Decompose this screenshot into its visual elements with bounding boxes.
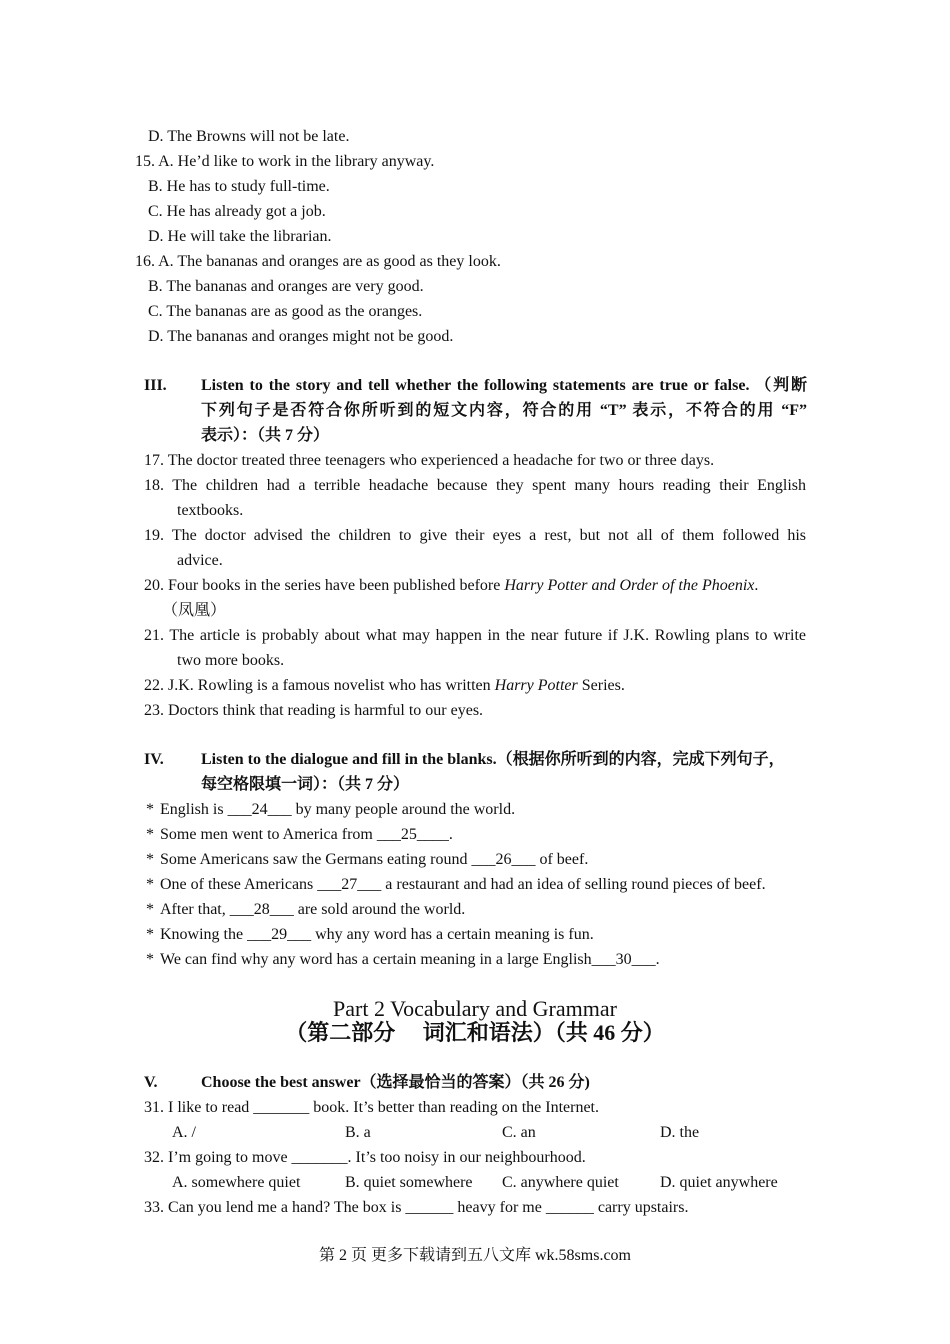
q15-option-b: B. He has to study full-time.: [148, 178, 330, 195]
q31-option-b: B. a: [345, 1124, 371, 1141]
statement-23: 23. Doctors think that reading is harmful to our eyes.: [144, 702, 484, 719]
page-footer: 第 2 页 更多下载请到五八文库 wk.58sms.com: [318, 1247, 631, 1264]
bullet-star-icon: *: [146, 901, 154, 918]
section-3-instruction-line1: Listen to the story and tell whether the following statements are true or false. （判断: [201, 377, 807, 394]
statement-20-text: 20. Four books in the series have been published before: [144, 577, 505, 594]
section-5-number: V.: [144, 1074, 158, 1091]
statement-19-line2: advice.: [177, 552, 223, 569]
statement-18-line1: 18. The children had a terrible headache because they spent many hours reading their English: [144, 477, 806, 494]
statement-22: [144, 676, 625, 696]
statement-22-end: Series.: [577, 677, 625, 694]
blank-item-24: [146, 800, 515, 820]
section-3-number: III.: [144, 377, 167, 394]
bullet-star-icon: *: [146, 876, 154, 893]
q14-option-d: D. The Browns will not be late.: [148, 128, 350, 145]
q15-option-d: D. He will take the librarian.: [148, 228, 332, 245]
q32-option-b: B. quiet somewhere: [345, 1174, 473, 1191]
section-3-instruction-line2: 下列句子是否符合你所听到的短文内容，符合的用 “T” 表示，不符合的用 “F”: [201, 402, 807, 419]
statement-22-book-title: Harry Potter: [494, 677, 578, 694]
blank-item-text: Knowing the ___29___ why any word has a certain meaning is fun.: [160, 926, 594, 943]
q32-option-a: A. somewhere quiet: [172, 1174, 301, 1191]
statement-21-line2: two more books.: [177, 652, 285, 669]
blank-item-text: One of these Americans ___27___ a restaurant and had an idea of selling round pieces of beef.: [160, 876, 766, 893]
blank-item-text: Some men went to America from ___25____.: [160, 826, 453, 843]
blank-item-28: [146, 900, 465, 920]
statement-19-line1: 19. The doctor advised the children to give their eyes a rest, but not all of them followed his: [144, 527, 806, 544]
bullet-star-icon: *: [146, 951, 154, 968]
blank-item-text: After that, ___28___ are sold around the world.: [160, 901, 466, 918]
blank-item-26: [146, 850, 588, 870]
blank-item-text: English is ___24___ by many people around the world.: [160, 801, 516, 818]
statement-22-text: 22. J.K. Rowling is a famous novelist who has written: [144, 677, 495, 694]
section-4-instruction-line2: 每空格限填一词）：（共 7 分）: [201, 776, 410, 793]
statement-17: 17. The doctor treated three teenagers who experienced a headache for two or three days.: [144, 452, 715, 469]
q16-option-a: 16. A. The bananas and oranges are as good as they look.: [135, 253, 501, 270]
statement-20-note: （凤凰）: [162, 602, 227, 619]
blank-item-30: [146, 950, 660, 970]
q31-option-c: C. an: [502, 1124, 536, 1141]
section-4-instruction-line1: Listen to the dialogue and fill in the blanks.（根据你所听到的内容，完成下列句子，: [201, 751, 785, 768]
q32-option-d: D. quiet anywhere: [660, 1174, 778, 1191]
q16-option-b: B. The bananas and oranges are very good.: [148, 278, 424, 295]
blank-item-25: [146, 825, 453, 845]
blank-item-text: We can find why any word has a certain meaning in a large English___30___.: [160, 951, 660, 968]
statement-18-line2: textbooks.: [177, 502, 244, 519]
section-4-number: IV.: [144, 751, 164, 768]
part-2-subtitle: （第二部分 词汇和语法）（共 46 分）: [285, 1020, 665, 1045]
bullet-star-icon: *: [146, 926, 154, 943]
statement-20-end: .: [754, 577, 759, 594]
q16-option-c: C. The bananas are as good as the oranges.: [148, 303, 423, 320]
bullet-star-icon: *: [146, 826, 154, 843]
part-2-title: Part 2 Vocabulary and Grammar: [333, 996, 617, 1021]
q31-option-a: A. /: [172, 1124, 196, 1141]
q15-option-c: C. He has already got a job.: [148, 203, 326, 220]
bullet-star-icon: *: [146, 801, 154, 818]
q15-option-a: 15. A. He’d like to work in the library anyway.: [135, 153, 435, 170]
section-5-instruction: Choose the best answer（选择最恰当的答案）（共 26 分): [201, 1074, 590, 1091]
question-33: 33. Can you lend me a hand? The box is ______ heavy for me ______ carry upstairs.: [144, 1199, 689, 1216]
statement-21-line1: 21. The article is probably about what may happen in the near future if J.K. Rowling plans to write: [144, 627, 806, 644]
q32-option-c: C. anywhere quiet: [502, 1174, 619, 1191]
question-31: 31. I like to read _______ book. It’s better than reading on the Internet.: [144, 1099, 599, 1116]
bullet-star-icon: *: [146, 851, 154, 868]
blank-item-29: [146, 925, 594, 945]
blank-item-text: Some Americans saw the Germans eating round ___26___ of beef.: [160, 851, 589, 868]
q31-option-d: D. the: [660, 1124, 700, 1141]
statement-20: [144, 576, 758, 596]
section-3-instruction-line3: 表示）：（共 7 分）: [201, 427, 330, 444]
question-32: 32. I’m going to move _______. It’s too noisy in our neighbourhood.: [144, 1149, 586, 1166]
q16-option-d: D. The bananas and oranges might not be good.: [148, 328, 454, 345]
blank-item-27: [146, 875, 766, 895]
statement-20-book-title: Harry Potter and Order of the Phoenix: [504, 577, 755, 594]
